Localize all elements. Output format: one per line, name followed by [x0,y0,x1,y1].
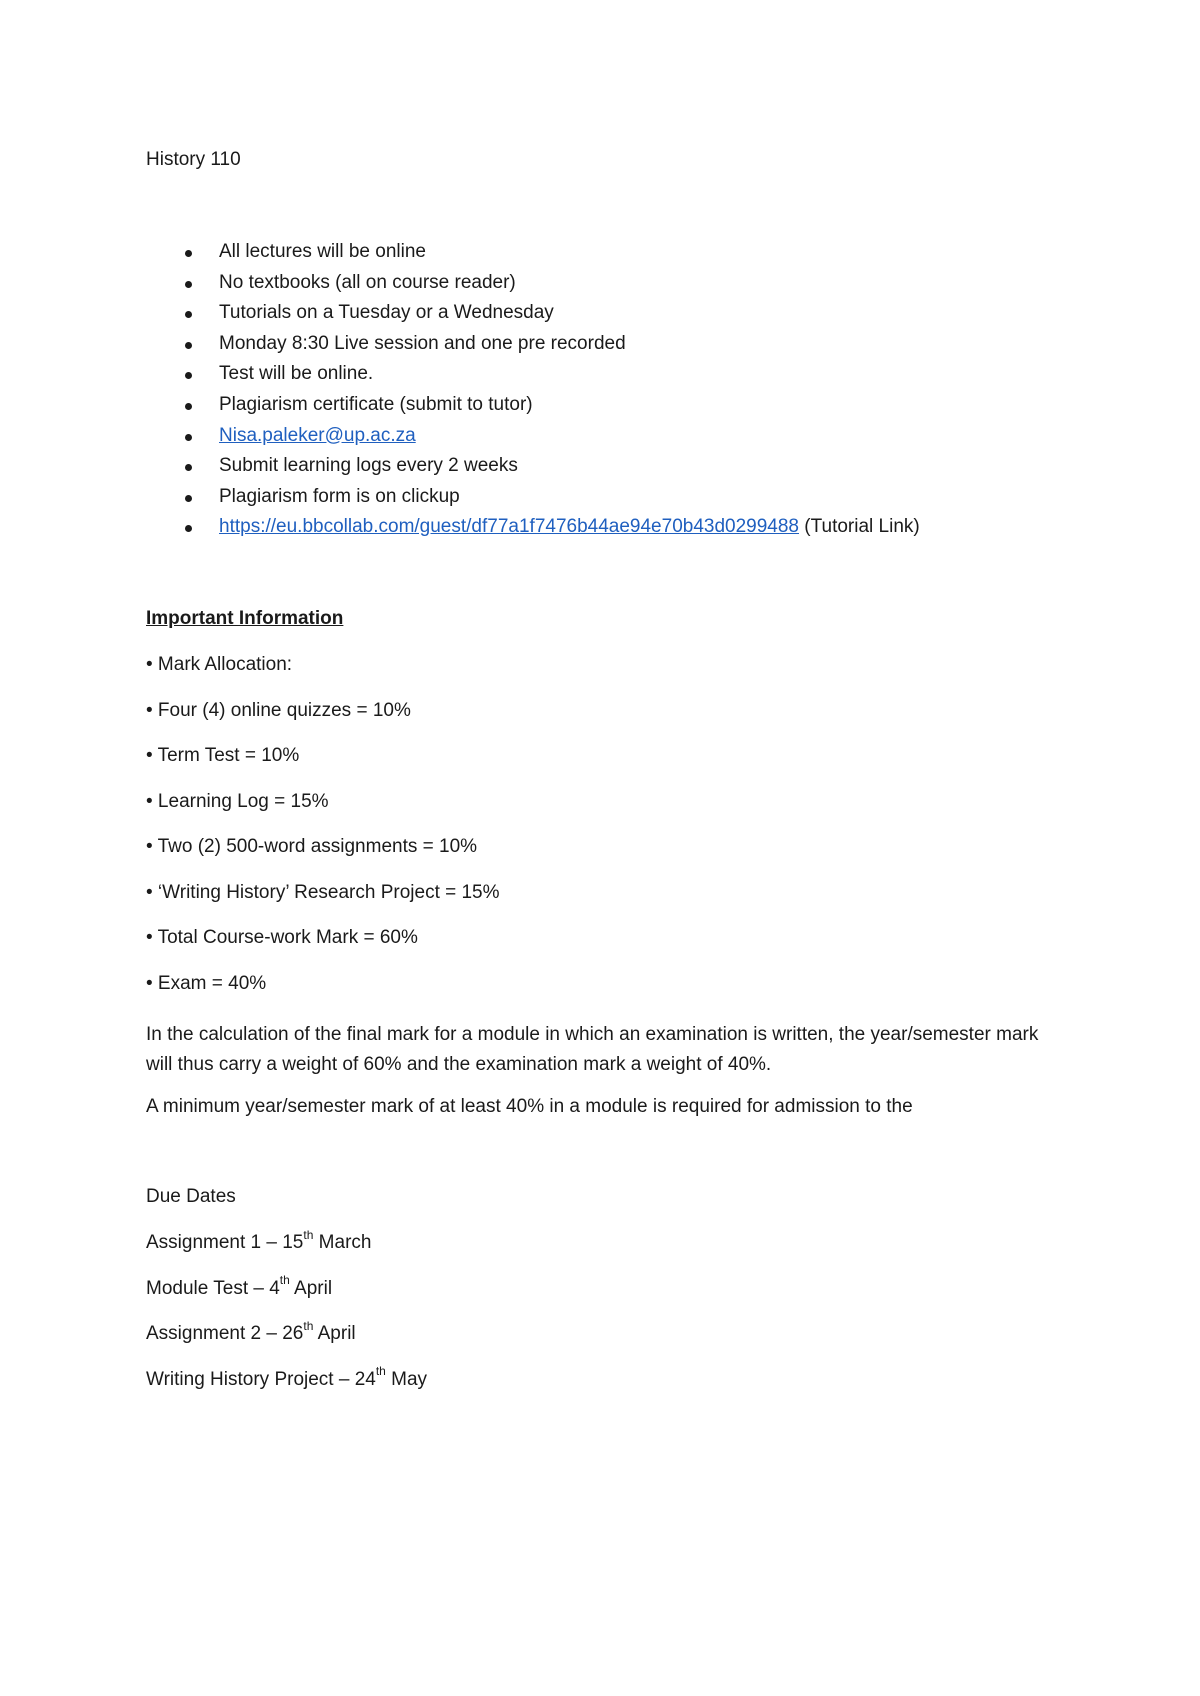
due-date-item [146,1318,427,1369]
mark-allocation-item: • ‘Writing History’ Research Project = 15% [146,881,500,903]
info-bullet-list [146,241,920,547]
bullet-icon [185,342,192,349]
bullet-icon [185,281,192,288]
due-dates-list [146,1227,428,1414]
due-date-label: Writing History Project – 24 [146,1368,376,1390]
list-item [146,516,920,547]
list-item [146,241,920,272]
mark-allocation-item: • Total Course-work Mark = 60% [146,927,418,948]
list-item [146,455,920,486]
bullet-icon [185,525,192,532]
tutorial-link[interactable]: https://eu.bbcollab.com/guest/df77a1f7476b44ae94e70b43d0299488 [219,516,799,538]
mark-allocation-list [146,654,500,1018]
list-item [146,394,920,425]
email-link[interactable]: Nisa.paleker@up.ac.za [219,424,416,446]
list-item [146,425,920,456]
tutorial-link-label: (Tutorial Link) [799,516,920,538]
due-date-month: March [313,1232,372,1253]
list-item [146,333,920,364]
list-item-text: Plagiarism form is on clickup [219,485,460,507]
mark-allocation-item: • Four (4) online quizzes = 10% [146,699,411,721]
mark-allocation-item: • Two (2) 500-word assignments = 10% [146,836,478,857]
list-item-text: Test will be online. [219,363,374,385]
mark-allocation-item: • Mark Allocation: [146,654,293,675]
due-date-month: April [313,1323,356,1344]
document-page [146,0,1046,1696]
mark-allocation-item: • Learning Log = 15% [146,790,329,812]
list-item [146,486,920,517]
list-item [146,363,920,394]
bullet-icon [185,464,192,471]
list-item-text: Tutorials on a Tuesday or a Wednesday [219,302,554,324]
bullet-icon [185,434,192,441]
list-item [146,302,920,333]
ordinal-suffix: th [375,1364,386,1379]
list-item-text: All lectures will be online [219,241,426,262]
due-date-label: Module Test – 4 [146,1277,280,1299]
list-item-text: Monday 8:30 Live session and one pre recorded [219,332,626,354]
bullet-icon [185,403,192,410]
due-date-label: Assignment 2 – 26 [146,1323,304,1344]
due-date-item [146,1273,427,1324]
mark-allocation-item: • Exam = 40% [146,972,267,994]
bullet-icon [185,372,192,379]
list-item-text: Submit learning logs every 2 weeks [219,455,518,477]
due-date-month: May [385,1368,428,1390]
bullet-icon [185,311,192,318]
due-dates-heading: Due Dates [146,1186,236,1207]
ordinal-suffix: th [303,1227,314,1242]
bullet-icon [185,250,192,257]
mark-allocation-item: • Term Test = 10% [146,745,300,766]
due-date-label: Assignment 1 – 15 [146,1232,304,1253]
due-date-item [146,1364,428,1415]
document-title: History 110 [146,149,241,170]
important-information-heading: Important Information [146,608,344,629]
due-date-month: April [289,1277,333,1299]
minimum-mark-paragraph: A minimum year/semester mark of at least 40% in a module is required for admission to the [146,1096,913,1117]
ordinal-suffix: th [303,1318,314,1333]
ordinal-suffix: th [279,1273,290,1288]
due-date-item [146,1227,427,1278]
list-item-text: No textbooks (all on course reader) [219,271,516,293]
list-item [146,272,920,303]
weight-paragraph: In the calculation of the final mark for a module in which an examination is written, the year/semester mark will thus carry a weight of 60% and the examination mark a weight of 40%. [146,1024,1039,1075]
list-item-text: Plagiarism certificate (submit to tutor) [219,393,533,415]
bullet-icon [185,495,192,502]
